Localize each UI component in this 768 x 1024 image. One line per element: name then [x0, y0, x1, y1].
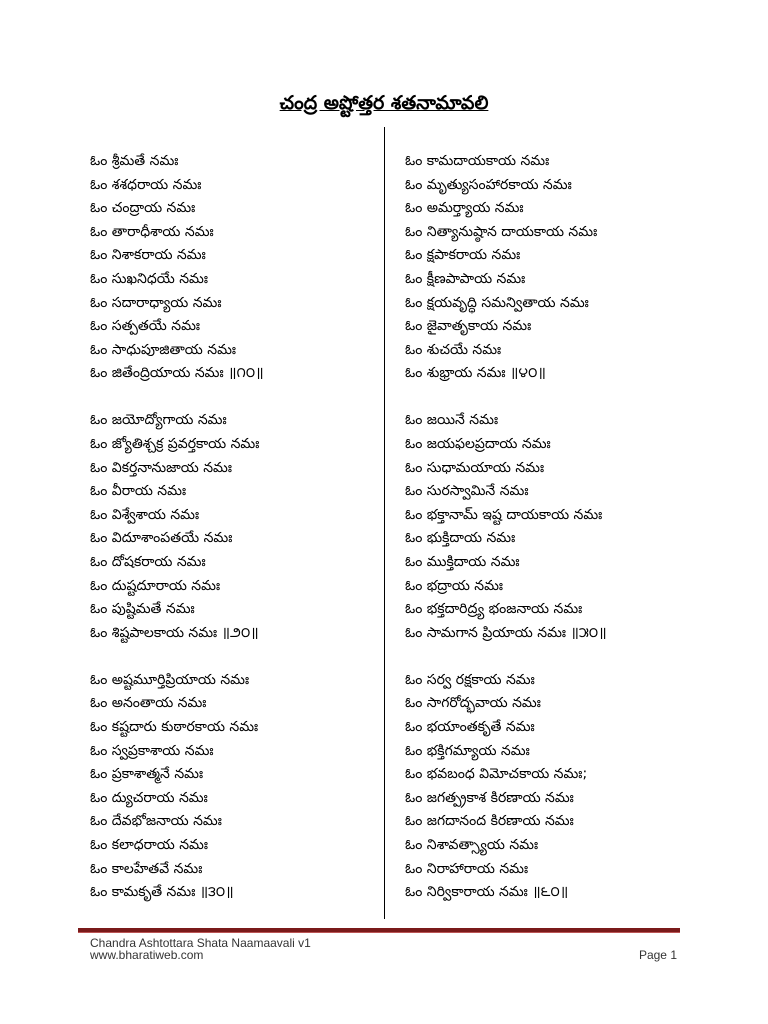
mantra-line: ఓం కలాధరాయ నమః: [90, 837, 208, 854]
mantra-line: ఓం భుక్తిదాయ నమః: [405, 530, 516, 547]
mantra-group: [90, 150, 375, 386]
mantra-line: ఓం కామదాయకాయ నమః: [405, 153, 550, 169]
mantra-line: ఓం భక్తానామ్ ఇష్ట దాయకాయ నమః: [405, 506, 603, 523]
mantra-line: ఓం జితేంద్రియాయ నమః ॥౧౦॥: [90, 365, 264, 382]
mantra-line: ఓం నిశావత్స్యాయ నమః: [405, 837, 539, 854]
column-divider: [384, 127, 385, 919]
mantra-line: ఓం జయోద్యోగాయ నమః: [90, 412, 227, 429]
mantra-line: ఓం దేవభోజనాయ నమః: [90, 813, 222, 830]
mantra-line: ఓం క్షీణపాపాయ నమః: [405, 270, 526, 287]
mantra-line: ఓం వికర్తనానుజాయ నమః: [90, 459, 233, 476]
mantra-group: [90, 409, 375, 645]
mantra-line: ఓం జైవాతృకాయ నమః: [405, 318, 532, 335]
mantra-line: ఓం ముక్తిదాయ నమః: [405, 554, 520, 570]
mantra-line: ఓం క్షపాకరాయ నమః: [405, 247, 521, 264]
mantra-line: ఓం అష్టమూర్తిప్రియాయ నమః: [90, 671, 250, 688]
mantra-line: ఓం నిశాకరాయ నమః: [90, 247, 206, 264]
mantra-line: ఓం శిష్టపాలకాయ నమః ॥౨౦॥: [90, 624, 259, 641]
mantra-line: ఓం విదూశాంపతయే నమః: [90, 530, 233, 547]
mantra-line: ఓం సర్వ రక్షకాయ నమః: [405, 671, 535, 688]
mantra-line: ఓం సామగాన ప్రియాయ నమః ॥౫౦॥: [405, 624, 607, 641]
mantra-group: [405, 150, 745, 386]
mantra-line: ఓం జయినే నమః: [405, 412, 499, 429]
mantra-line: ఓం దుష్టదూరాయ నమః: [90, 577, 221, 594]
mantra-line: ఓం జగదానంద కిరణాయ నమః: [405, 813, 574, 830]
mantra-line: ఓం జయఫలప్రదాయ నమః: [405, 436, 551, 453]
mantra-line: ఓం అమర్త్యాయ నమః: [405, 200, 524, 217]
mantra-line: ఓం శశధరాయ నమః: [90, 176, 202, 193]
mantra-line: ఓం చంద్రాయ నమః: [90, 200, 196, 217]
mantra-line: ఓం భద్రాయ నమః: [405, 577, 504, 594]
mantra-line: ఓం సురస్వామినే నమః: [405, 483, 529, 500]
mantra-line: ఓం ప్రకాశాత్మనే నమః: [90, 766, 204, 783]
mantra-group: [405, 409, 745, 645]
mantra-line: ఓం భయాంతకృతే నమః: [405, 719, 535, 736]
footer-page-number: Page 1: [638, 948, 677, 962]
mantra-line: ఓం సాగరోద్భవాయ నమః: [405, 695, 541, 712]
mantra-line: ఓం నిరాహారాయ నమః: [405, 860, 529, 877]
mantra-group: [405, 669, 745, 905]
footer-document-title: Chandra Ashtottara Shata Naamaavali v1: [90, 936, 311, 950]
mantra-line: ఓం శ్రీమతే నమః: [90, 153, 179, 169]
footer-url: www.bharatiweb.com: [90, 948, 204, 962]
mantra-line: ఓం కామకృతే నమః ॥౩౦॥: [90, 884, 234, 901]
page-title: చంద్ర అష్టోత్తర శతనామావలి: [279, 92, 489, 114]
mantra-line: ఓం సదారాధ్యాయ నమః: [90, 294, 222, 311]
mantra-line: ఓం సుధామయాయ నమః: [405, 459, 545, 476]
mantra-line: ఓం వీరాయ నమః: [90, 483, 187, 500]
mantra-line: ఓం దోషకరాయ నమః: [90, 554, 206, 570]
mantra-line: ఓం పుష్టిమతే నమః: [90, 601, 195, 618]
mantra-line: ఓం మృత్యుసంహారకాయ నమః: [405, 176, 572, 193]
mantra-line: ఓం భక్తిగమ్యాయ నమః: [405, 742, 530, 759]
mantra-line: ఓం సుఖనిధయే నమః: [90, 270, 208, 287]
mantra-line: ఓం క్షయవృద్ధి సమన్వితాయ నమః: [405, 294, 589, 311]
mantra-line: ఓం సాధుపూజితాయ నమః: [90, 341, 237, 358]
mantra-line: ఓం భక్తదారిద్ర్య భంజనాయ నమః: [405, 601, 583, 618]
mantra-line: ఓం తారాధీశాయ నమః: [90, 223, 214, 240]
mantra-line: ఓం విశ్వేశాయ నమః: [90, 506, 200, 523]
mantra-line: ఓం కాలహేతవే నమః: [90, 860, 203, 877]
mantra-line: ఓం నిర్వికారాయ నమః ॥౬౦॥: [405, 884, 569, 901]
mantra-line: ఓం జ్యోతిశ్చక్ర ప్రవర్తకాయ నమః: [90, 436, 260, 453]
mantra-group: [90, 669, 375, 905]
mantra-line: ఓం కష్టదారు కుఠారకాయ నమః: [90, 719, 259, 736]
mantra-line: ఓం భవబంధ విమోచకాయ నమః;: [405, 766, 588, 783]
mantra-line: ఓం శుభ్రాయ నమః ॥౪౦॥: [405, 365, 546, 382]
mantra-line: ఓం ద్యుచరాయ నమః: [90, 789, 208, 806]
mantra-line: ఓం అనంతాయ నమః: [90, 695, 207, 712]
footer-rule: [78, 928, 680, 933]
mantra-line: ఓం సత్పతయే నమః: [90, 318, 201, 335]
mantra-line: ఓం నిత్యానుష్ఠాన దాయకాయ నమః: [405, 223, 598, 240]
right-column: [405, 150, 745, 928]
mantra-line: ఓం జగత్ప్రకాశ కిరణాయ నమః: [405, 789, 574, 806]
mantra-line: ఓం స్వప్రకాశాయ నమః: [90, 742, 214, 759]
mantra-line: ఓం శుచయే నమః: [405, 341, 502, 358]
left-column: [90, 150, 375, 928]
